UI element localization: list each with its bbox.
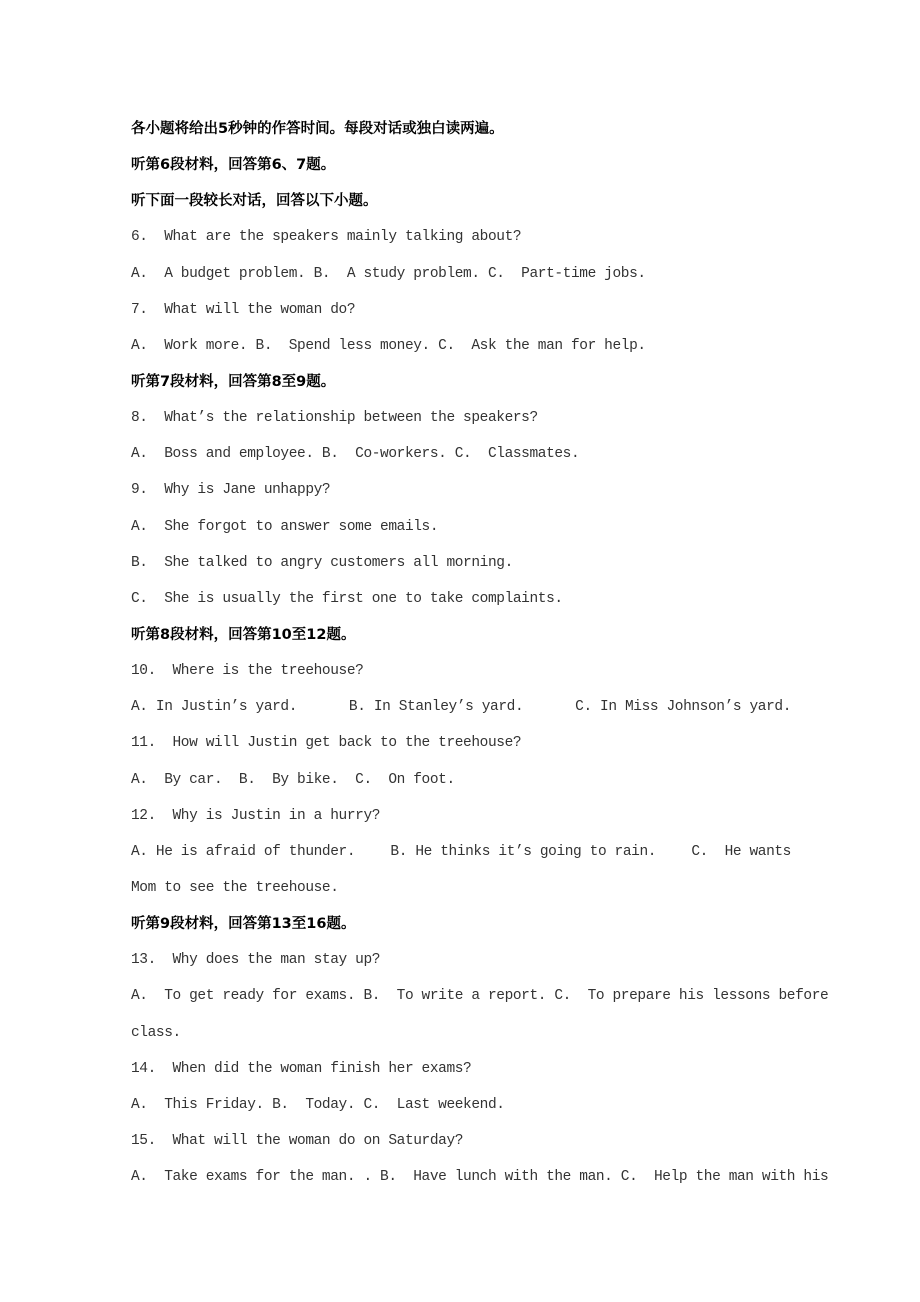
- instructions-intro: 各小题将给出5秒钟的作答时间。每段对话或独白读两遍。: [131, 121, 504, 137]
- section-heading-7: 听第7段材料，回答第8至9题。: [131, 373, 336, 390]
- question-12-stem: 12. Why is Justin in a hurry?: [131, 807, 381, 824]
- question-9-stem: 9. Why is Jane unhappy?: [131, 482, 331, 499]
- question-12-option-c: C. He wants: [691, 843, 791, 860]
- question-12-options: [131, 841, 791, 877]
- question-11-stem: 11. How will Justin get back to the treehouse?: [131, 735, 522, 752]
- question-15-options: A. Take exams for the man. . B. Have lunch with the man. C. Help the man with his: [131, 1169, 829, 1186]
- question-9-option-a: A. She forgot to answer some emails.: [131, 518, 439, 535]
- question-10-stem: 10. Where is the treehouse?: [131, 663, 364, 680]
- question-11-options: A. By car. B. By bike. C. On foot.: [131, 771, 455, 788]
- question-10-option-a: A. In Justin’s yard.: [131, 699, 298, 716]
- section-heading-6: 听第6段材料，回答第6、7题。: [131, 157, 336, 174]
- question-7-options: A. Work more. B. Spend less money. C. Ask the man for help.: [131, 337, 646, 354]
- question-10-options: [131, 696, 791, 732]
- question-14-stem: 14. When did the woman finish her exams?: [131, 1060, 472, 1077]
- section-heading-9: 听第9段材料，回答第13至16题。: [131, 916, 356, 933]
- question-10-option-b: B. In Stanley’s yard.: [348, 699, 524, 716]
- section-heading-8: 听第8段材料，回答第10至12题。: [131, 626, 356, 643]
- question-15-stem: 15. What will the woman do on Saturday?: [131, 1132, 464, 1149]
- question-8-stem: 8. What’s the relationship between the speakers?: [131, 410, 538, 427]
- question-7-stem: 7. What will the woman do?: [131, 301, 356, 318]
- question-10-option-c: C. In Miss Johnson’s yard.: [575, 699, 791, 716]
- question-12-option-a: A. He is afraid of thunder.: [131, 843, 356, 860]
- question-13-stem: 13. Why does the man stay up?: [131, 952, 381, 969]
- question-9-option-c: C. She is usually the first one to take complaints.: [131, 590, 563, 607]
- question-6-options: A. A budget problem. B. A study problem. C. Part-time jobs.: [131, 265, 646, 282]
- question-12-option-c-continued: Mom to see the treehouse.: [131, 879, 339, 896]
- question-13-options: A. To get ready for exams. B. To write a report. C. To prepare his lessons before: [131, 988, 829, 1005]
- question-13-options-continued: class.: [131, 1024, 181, 1041]
- section-subheading-6: 听下面一段较长对话，回答以下小题。: [131, 193, 378, 210]
- question-9-option-b: B. She talked to angry customers all morning.: [131, 554, 513, 571]
- exam-page: [131, 118, 829, 1202]
- question-14-options: A. This Friday. B. Today. C. Last weekend.: [131, 1096, 505, 1113]
- question-6-stem: 6. What are the speakers mainly talking about?: [131, 229, 522, 246]
- question-12-option-b: B. He thinks it’s going to rain.: [390, 843, 657, 860]
- question-8-options: A. Boss and employee. B. Co-workers. C. Classmates.: [131, 446, 580, 463]
